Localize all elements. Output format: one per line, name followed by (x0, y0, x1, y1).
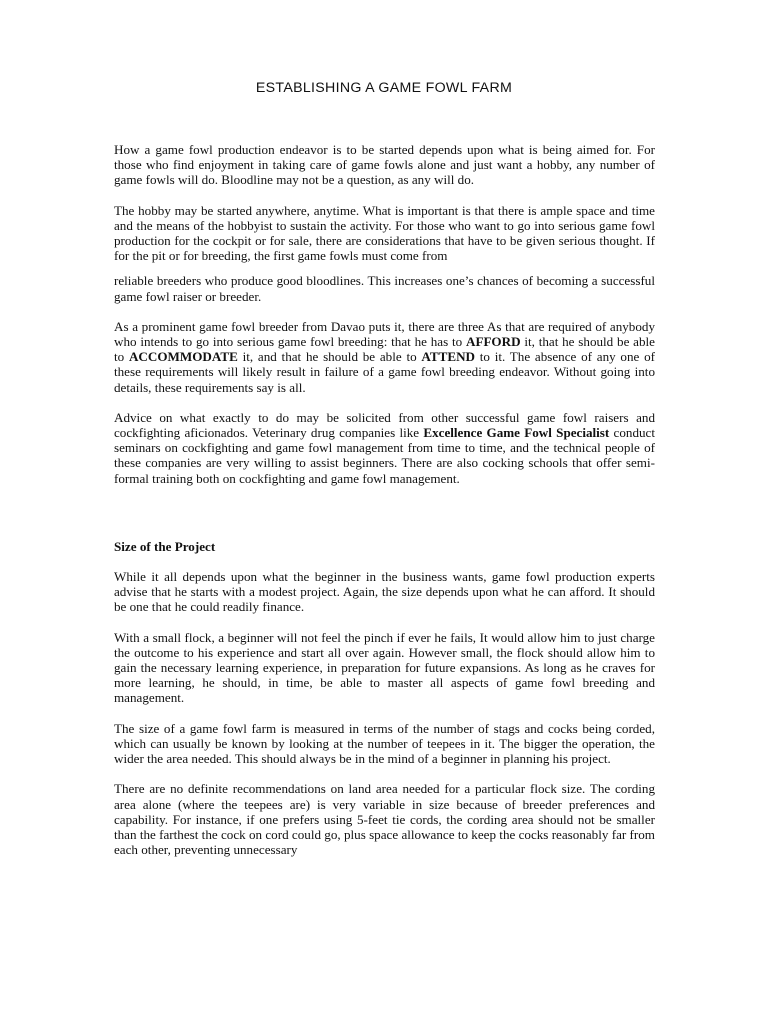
intro-paragraph: How a game fowl production endeavor is to be started depends upon what is being aimed for. For those who find enjoyment in taking care of game fowls alone and just want a hobby, any number of game fowls will do. Bloodline may not be a question, as any will do. (114, 142, 655, 188)
size-paragraph-2: With a small flock, a beginner will not feel the pinch if ever he fails, It would allow him to just charge the outcome to his experience and start all over again. However small, the flock should allow him to gain the necessary learning experience, in preparation for future expansions. As long as he craves for more learning, he should, in time, be able to master all aspects of game fowl breeding and management. (114, 629, 655, 706)
three-as-text-3: it, and that he should be able to (237, 349, 422, 365)
three-as-text-2: it, that he should be able to (114, 334, 655, 365)
advice-text-1: Advice on what exactly to do may be solicited from other successful game fowl raisers and cockfighting aficionados. Veterinary drug companies like (114, 409, 655, 441)
section-heading: Size of the Project (114, 538, 216, 554)
hobby-paragraph: The hobby may be started anywhere, anytime. What is important is that there is ample space and time and the means of the hobbyist to sustain the activity. For those who want to go into serious game fowl production for the cockpit or for sale, there are considerations that have to be given serious thought. If for the pit or for breeding, the first game fowls must come from (114, 202, 655, 264)
size-paragraph-4: There are no definite recommendations on land area needed for a particular flock size. The cording area alone (where the teepees are) is very variable in size because of breeder preferences and capability. For instance, if one prefers using 5-feet tie cords, the cording area should not be smaller than the farthest the cock on cord could go, plus space allowance to keep the cocks reasonably far from each other, preventing unnecessary (114, 781, 655, 858)
advice-text-2: conduct seminars on cockfighting and game fowl management from time to time, and the technical people of these companies are very willing to assist beginners. There are also cocking schools that offer semi-formal training both on cockfighting and game fowl management. (114, 425, 655, 486)
section-spacer (114, 501, 655, 539)
size-paragraph-3: The size of a game fowl farm is measured in terms of the number of stags and cocks being corded, which can usually be known by looking at the number of teepees in it. The bigger the operation, the wider the area needed. This should always be in the mind of a beginner in planning his project. (114, 720, 655, 767)
attend-emphasis: ATTEND (421, 349, 475, 365)
advice-paragraph (114, 410, 655, 486)
company-name: Excellence Game Fowl Specialist (423, 425, 610, 441)
three-as-text-1: As a prominent game fowl breeder from Davao puts it, there are three As that are required of anybody who intends to go into serious game fowl breeding: that he has to (114, 318, 655, 350)
document-body (114, 142, 655, 857)
breeders-paragraph: reliable breeders who produce good bloodlines. This increases one’s chances of becoming a successful game fowl raiser or breeder. (114, 273, 655, 304)
afford-emphasis: AFFORD (465, 334, 521, 350)
accommodate-emphasis: ACCOMMODATE (128, 349, 238, 365)
three-as-paragraph (114, 319, 655, 395)
document-title: ESTABLISHING A GAME FOWL FARM (255, 80, 513, 96)
three-as-text-4: to it. The absence of any one of these requirements will likely result in failure of a game fowl breeding endeavor. Without going into details, these requirements say is all. (114, 349, 655, 395)
size-paragraph-1: While it all depends upon what the beginner in the business wants, game fowl production experts advise that he starts with a modest project. Again, the size depends upon what he can afford. It should be one that he could readily finance. (114, 569, 655, 615)
